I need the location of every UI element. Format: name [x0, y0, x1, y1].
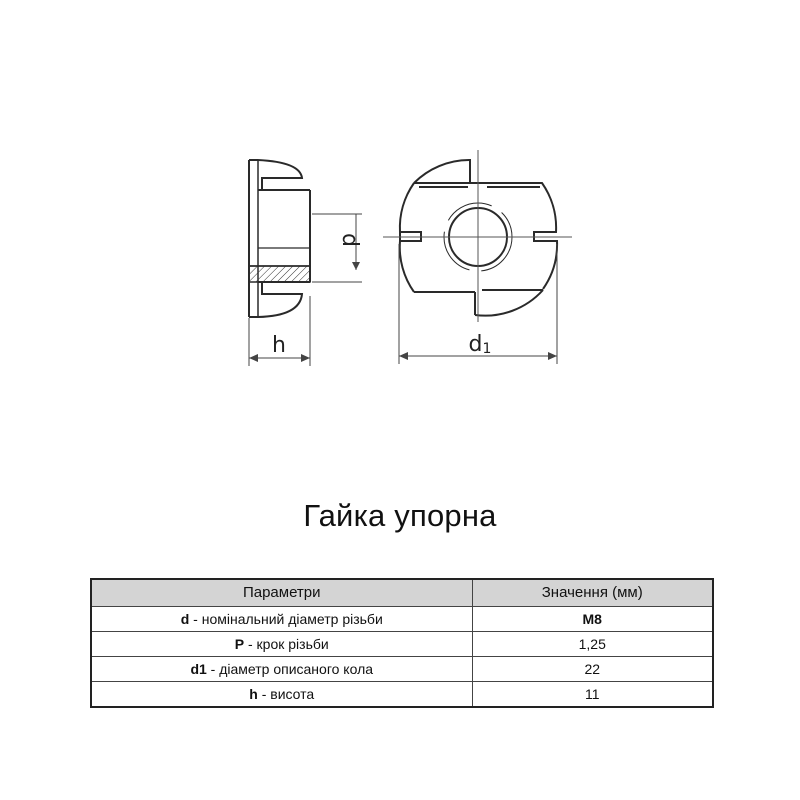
param-desc: - висота: [257, 686, 315, 702]
table-row: [91, 607, 713, 632]
dimension-d: [312, 214, 362, 282]
param-symbol: d1: [190, 661, 207, 677]
value-cell: 11: [472, 682, 713, 708]
header-parameters: Параметри: [91, 579, 472, 607]
header-values: Значення (мм): [472, 579, 713, 607]
value-cell: 1,25: [472, 632, 713, 657]
param-cell: [91, 607, 472, 632]
section-hatch: [249, 266, 310, 282]
value-cell: 22: [472, 657, 713, 682]
param-cell: [91, 657, 472, 682]
param-desc: - номінальний діаметр різьби: [189, 611, 383, 627]
spec-table: [90, 578, 714, 708]
param-symbol: d: [180, 611, 190, 627]
param-desc: - крок різьби: [244, 636, 329, 652]
label-d1: d1: [468, 332, 492, 357]
label-d: d: [337, 233, 362, 247]
center-lines: [383, 150, 572, 322]
param-symbol: h: [249, 686, 258, 702]
value-cell: M8: [472, 607, 713, 632]
page-title: Гайка упорна: [303, 498, 497, 533]
table-row: [91, 657, 713, 682]
label-h: h: [272, 333, 286, 358]
param-cell: [91, 632, 472, 657]
table-row: [91, 682, 713, 708]
param-cell: [91, 682, 472, 708]
side-section-view: [249, 160, 310, 317]
table-row: [91, 632, 713, 657]
table-header-row: [91, 579, 713, 607]
param-desc: - діаметр описаного кола: [206, 661, 374, 677]
param-symbol: P: [234, 636, 245, 652]
